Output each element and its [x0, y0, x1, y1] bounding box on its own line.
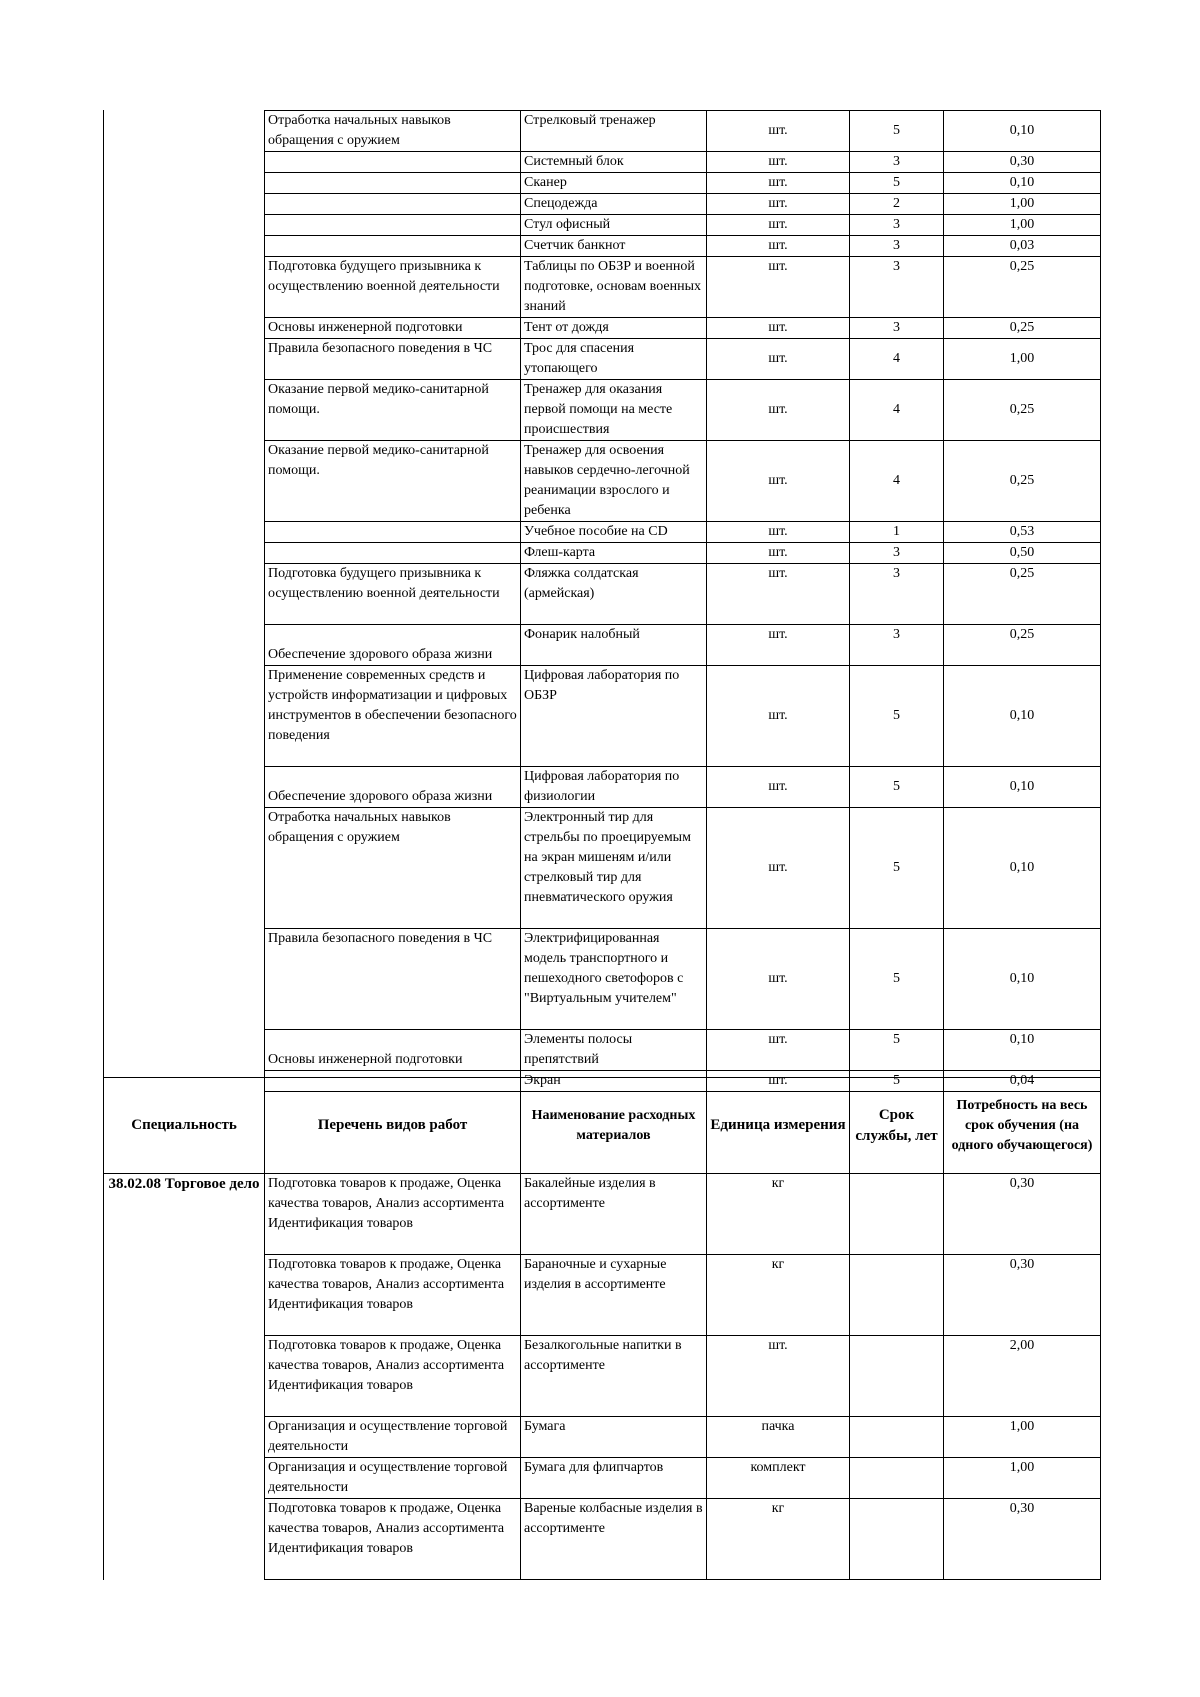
service-life-cell: 4	[850, 380, 944, 441]
work-cell: Организация и осуществление торговой деятельности	[265, 1417, 521, 1458]
header-unit: Единица измерения	[707, 1078, 850, 1174]
material-cell: Фляжка солдатская (армейская)	[521, 564, 707, 625]
material-cell: Сканер	[521, 173, 707, 194]
service-life-cell: 3	[850, 564, 944, 625]
material-cell: Фонарик налобный	[521, 625, 707, 666]
table-row	[265, 441, 1101, 522]
work-cell	[265, 173, 521, 194]
unit-cell: шт.	[707, 318, 850, 339]
need-cell: 0,25	[944, 380, 1101, 441]
service-life-cell: 5	[850, 173, 944, 194]
service-life-cell: 5	[850, 666, 944, 767]
material-cell: Экран	[521, 1071, 707, 1092]
work-cell: Основы инженерной подготовки	[265, 1030, 521, 1071]
table-row	[265, 111, 1101, 152]
service-life-cell: 3	[850, 625, 944, 666]
unit-cell: шт.	[707, 380, 850, 441]
material-cell: Бумага для флипчартов	[521, 1458, 707, 1499]
service-life-cell: 4	[850, 339, 944, 380]
table-row	[265, 380, 1101, 441]
equipment-table	[264, 110, 1101, 1092]
material-cell: Тренажер для оказания первой помощи на месте происшествия	[521, 380, 707, 441]
need-cell: 0,03	[944, 236, 1101, 257]
service-life-cell: 3	[850, 236, 944, 257]
unit-cell: шт.	[707, 564, 850, 625]
material-cell: Элементы полосы препятствий	[521, 1030, 707, 1071]
table-row	[265, 318, 1101, 339]
need-cell: 0,50	[944, 543, 1101, 564]
equipment-table-body	[265, 111, 1101, 1092]
service-life-cell	[850, 1336, 944, 1417]
need-cell: 0,10	[944, 929, 1101, 1030]
materials-table	[103, 1077, 1101, 1580]
unit-cell: шт.	[707, 808, 850, 929]
service-life-cell: 5	[850, 808, 944, 929]
table-row	[265, 625, 1101, 666]
service-life-cell	[850, 1255, 944, 1336]
service-life-cell: 3	[850, 318, 944, 339]
need-cell: 0,25	[944, 625, 1101, 666]
need-cell: 1,00	[944, 215, 1101, 236]
unit-cell: шт.	[707, 1030, 850, 1071]
service-life-cell: 5	[850, 111, 944, 152]
work-cell: Отработка начальных навыков обращения с оружием	[265, 808, 521, 929]
unit-cell: шт.	[707, 173, 850, 194]
work-cell: Подготовка будущего призывника к осуществлению военной деятельности	[265, 564, 521, 625]
table-row	[265, 929, 1101, 1030]
unit-cell: шт.	[707, 929, 850, 1030]
work-cell: Подготовка товаров к продаже, Оценка качества товаров, Анализ ассортимента Идентификация товаров	[265, 1499, 521, 1580]
service-life-cell: 3	[850, 257, 944, 318]
service-life-cell: 2	[850, 194, 944, 215]
material-cell: Стрелковый тренажер	[521, 111, 707, 152]
service-life-cell: 5	[850, 929, 944, 1030]
need-cell: 0,10	[944, 808, 1101, 929]
unit-cell: шт.	[707, 194, 850, 215]
unit-cell: кг	[707, 1499, 850, 1580]
materials-table-body	[104, 1174, 1101, 1580]
service-life-cell: 3	[850, 215, 944, 236]
material-cell: Электрифицированная модель транспортного и пешеходного светофоров с "Виртуальным учителем"	[521, 929, 707, 1030]
service-life-cell: 5	[850, 1071, 944, 1092]
work-cell: Отработка начальных навыков обращения с оружием	[265, 111, 521, 152]
need-cell: 0,10	[944, 666, 1101, 767]
need-cell: 0,25	[944, 318, 1101, 339]
material-cell: Спецодежда	[521, 194, 707, 215]
table-row	[265, 564, 1101, 625]
header-materials: Наименование расходных материалов	[521, 1078, 707, 1174]
unit-cell: шт.	[707, 215, 850, 236]
table-row	[265, 1030, 1101, 1071]
service-life-cell	[850, 1499, 944, 1580]
header-specialty: Специальность	[104, 1078, 265, 1174]
work-cell: Оказание первой медико-санитарной помощи.	[265, 380, 521, 441]
work-cell	[265, 215, 521, 236]
need-cell: 0,30	[944, 152, 1101, 173]
need-cell: 1,00	[944, 1458, 1101, 1499]
unit-cell: кг	[707, 1174, 850, 1255]
unit-cell: шт.	[707, 1071, 850, 1092]
table-row	[265, 339, 1101, 380]
service-life-cell: 5	[850, 767, 944, 808]
material-cell: Флеш-карта	[521, 543, 707, 564]
work-cell: Подготовка товаров к продаже, Оценка качества товаров, Анализ ассортимента Идентификация товаров	[265, 1336, 521, 1417]
table-row	[265, 173, 1101, 194]
work-cell	[265, 522, 521, 543]
material-cell: Тренажер для освоения навыков сердечно-легочной реанимации взрослого и ребенка	[521, 441, 707, 522]
work-cell: Обеспечение здорового образа жизни	[265, 767, 521, 808]
material-cell: Безалкогольные напитки в ассортименте	[521, 1336, 707, 1417]
work-cell: Организация и осуществление торговой деятельности	[265, 1458, 521, 1499]
unit-cell: шт.	[707, 339, 850, 380]
service-life-cell: 5	[850, 1030, 944, 1071]
work-cell: Обеспечение здорового образа жизни	[265, 625, 521, 666]
work-cell	[265, 543, 521, 564]
material-cell: Системный блок	[521, 152, 707, 173]
need-cell: 0,25	[944, 564, 1101, 625]
table-row	[104, 1174, 1101, 1255]
material-cell: Вареные колбасные изделия в ассортименте	[521, 1499, 707, 1580]
work-cell: Правила безопасного поведения в ЧС	[265, 339, 521, 380]
service-life-cell: 3	[850, 152, 944, 173]
unit-cell: шт.	[707, 543, 850, 564]
work-cell	[265, 152, 521, 173]
unit-cell: шт.	[707, 666, 850, 767]
table-header-row	[104, 1078, 1101, 1174]
material-cell: Бакалейные изделия в ассортименте	[521, 1174, 707, 1255]
table-row	[265, 543, 1101, 564]
unit-cell: шт.	[707, 111, 850, 152]
table-row	[265, 236, 1101, 257]
material-cell: Электронный тир для стрельбы по проецируемым на экран мишеням и/или стрелковый тир для пневматического оружия	[521, 808, 707, 929]
work-cell: Применение современных средств и устройств информатизации и цифровых инструментов в обеспечении безопасного поведения	[265, 666, 521, 767]
work-cell: Подготовка товаров к продаже, Оценка качества товаров, Анализ ассортимента Идентификация товаров	[265, 1255, 521, 1336]
unit-cell: кг	[707, 1255, 850, 1336]
need-cell: 0,30	[944, 1499, 1101, 1580]
need-cell: 0,30	[944, 1255, 1101, 1336]
unit-cell: шт.	[707, 522, 850, 543]
material-cell: Стул офисный	[521, 215, 707, 236]
service-life-cell	[850, 1174, 944, 1255]
table-row	[265, 808, 1101, 929]
table-row	[265, 215, 1101, 236]
service-life-cell: 4	[850, 441, 944, 522]
service-life-cell	[850, 1417, 944, 1458]
material-cell: Тент от дождя	[521, 318, 707, 339]
work-cell: Подготовка будущего призывника к осуществлению военной деятельности	[265, 257, 521, 318]
unit-cell: шт.	[707, 257, 850, 318]
need-cell: 0,10	[944, 767, 1101, 808]
table-row	[265, 194, 1101, 215]
need-cell: 0,30	[944, 1174, 1101, 1255]
need-cell: 0,10	[944, 173, 1101, 194]
material-cell: Таблицы по ОБЗР и военной подготовке, основам военных знаний	[521, 257, 707, 318]
need-cell: 0,25	[944, 257, 1101, 318]
specialty-name-cell: 38.02.08 Торговое дело	[104, 1174, 265, 1580]
table-row	[265, 522, 1101, 543]
unit-cell: шт.	[707, 767, 850, 808]
unit-cell: пачка	[707, 1417, 850, 1458]
service-life-cell: 3	[850, 543, 944, 564]
material-cell: Учебное пособие на CD	[521, 522, 707, 543]
unit-cell: шт.	[707, 1336, 850, 1417]
table-row	[265, 152, 1101, 173]
material-cell: Цифровая лаборатория по ОБЗР	[521, 666, 707, 767]
need-cell: 0,25	[944, 441, 1101, 522]
need-cell: 0,10	[944, 1030, 1101, 1071]
need-cell: 1,00	[944, 194, 1101, 215]
work-cell: Основы инженерной подготовки	[265, 318, 521, 339]
header-service-life: Срок службы, лет	[850, 1078, 944, 1174]
header-works: Перечень видов работ	[265, 1078, 521, 1174]
service-life-cell: 1	[850, 522, 944, 543]
unit-cell: шт.	[707, 441, 850, 522]
unit-cell: шт.	[707, 625, 850, 666]
table-row	[265, 767, 1101, 808]
need-cell: 0,53	[944, 522, 1101, 543]
work-cell: Подготовка товаров к продаже, Оценка качества товаров, Анализ ассортимента Идентификация товаров	[265, 1174, 521, 1255]
unit-cell: шт.	[707, 152, 850, 173]
service-life-cell	[850, 1458, 944, 1499]
table-row	[265, 666, 1101, 767]
work-cell: Оказание первой медико-санитарной помощи.	[265, 441, 521, 522]
need-cell: 2,00	[944, 1336, 1101, 1417]
material-cell: Трос для спасения утопающего	[521, 339, 707, 380]
need-cell: 0,10	[944, 111, 1101, 152]
material-cell: Цифровая лаборатория по физиологии	[521, 767, 707, 808]
header-need: Потребность на весь срок обучения (на одного обучающегося)	[944, 1078, 1101, 1174]
unit-cell: комплект	[707, 1458, 850, 1499]
work-cell	[265, 236, 521, 257]
need-cell: 1,00	[944, 339, 1101, 380]
material-cell: Бумага	[521, 1417, 707, 1458]
material-cell: Счетчик банкнот	[521, 236, 707, 257]
work-cell: Правила безопасного поведения в ЧС	[265, 929, 521, 1030]
table-row	[265, 257, 1101, 318]
need-cell: 1,00	[944, 1417, 1101, 1458]
work-cell	[265, 194, 521, 215]
unit-cell: шт.	[707, 236, 850, 257]
material-cell: Бараночные и сухарные изделия в ассортименте	[521, 1255, 707, 1336]
need-cell: 0,04	[944, 1071, 1101, 1092]
